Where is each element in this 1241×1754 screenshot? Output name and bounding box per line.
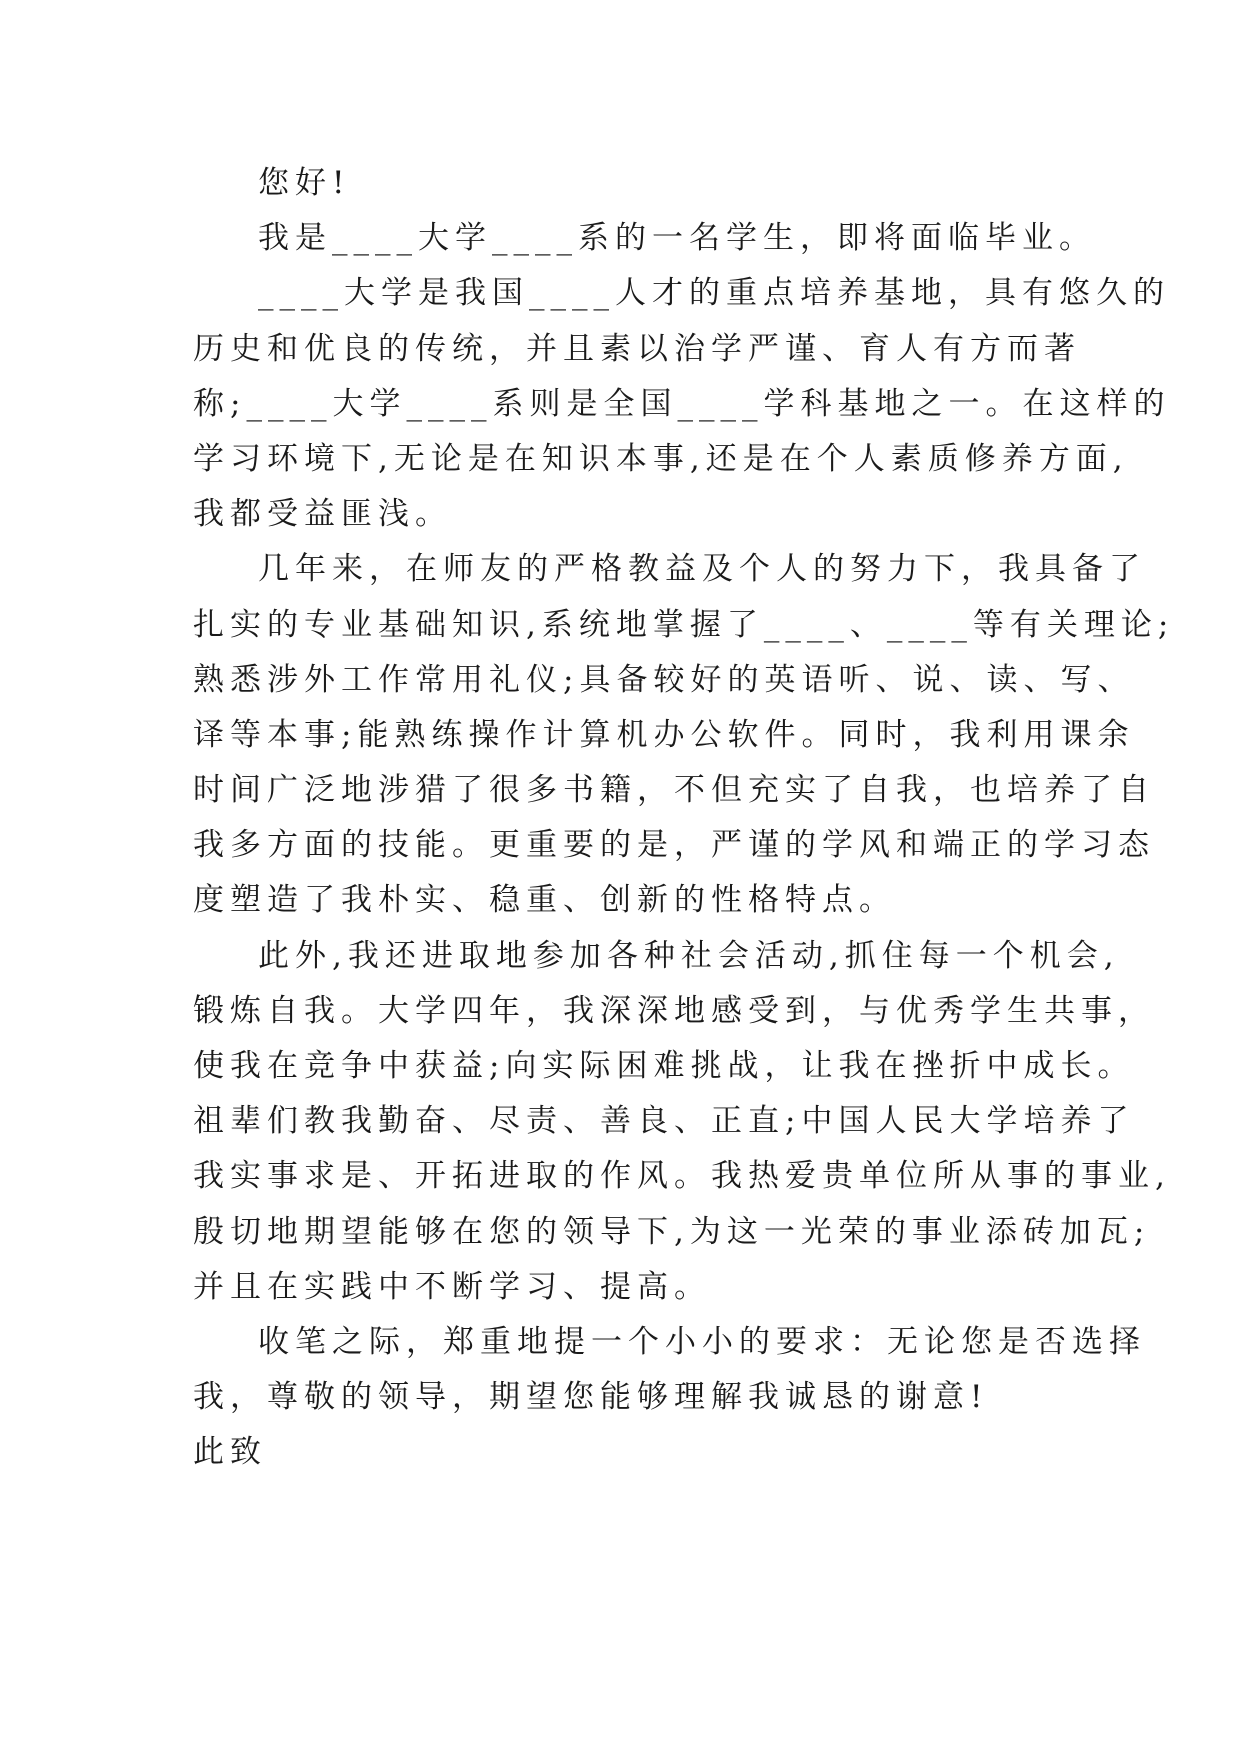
text-line: 时间广泛地涉猎了很多书籍，不但充实了自我，也培养了自 [193, 772, 1155, 809]
text-line: 锻炼自我。大学四年，我深深地感受到，与优秀学生共事， [193, 992, 1155, 1029]
text-line: 历史和优良的传统，并且素以治学严谨、育人有方而著 [193, 330, 1081, 367]
text-line: 学习环境下,无论是在知识本事,还是在个人素质修养方面, [193, 440, 1129, 477]
text-line: 几年来，在师友的严格教益及个人的努力下，我具备了 [258, 551, 1146, 588]
text-line: 称;____大学____系则是全国____学科基地之一。在这样的 [193, 385, 1171, 422]
text-line: 扎实的专业基础知识,系统地掌握了____、____等有关理论; [193, 606, 1175, 643]
text-line: 我多方面的技能。更重要的是，严谨的学风和端正的学习态 [193, 827, 1155, 864]
greeting-line: 您好! [258, 165, 351, 201]
text-line: 并且在实践中不断学习、提高。 [193, 1268, 711, 1305]
text-line: 此外,我还进取地参加各种社会活动,抓住每一个机会, [258, 937, 1120, 974]
text-line: 度塑造了我朴实、稳重、创新的性格特点。 [193, 882, 896, 919]
text-line: 祖辈们教我勤奋、尽责、善良、正直;中国人民大学培养了 [193, 1103, 1135, 1140]
letter-body [193, 156, 1175, 1481]
closing-line: 此致 [193, 1434, 267, 1471]
text-line: 译等本事;能熟练操作计算机办公软件。同时，我利用课余 [193, 716, 1135, 753]
text-line: 殷切地期望能够在您的领导下,为这一光荣的事业添砖加瓦; [193, 1213, 1151, 1250]
text-line: ____大学是我国____人才的重点培养基地，具有悠久的 [258, 275, 1170, 312]
text-line: 收笔之际，郑重地提一个小小的要求：无论您是否选择 [258, 1323, 1146, 1360]
text-line: 我，尊敬的领导，期望您能够理解我诚恳的谢意! [193, 1379, 989, 1416]
text-line: 我实事求是、开拓进取的作风。我热爱贵单位所从事的事业, [193, 1158, 1171, 1195]
text-line: 使我在竞争中获益;向实际困难挑战，让我在挫折中成长。 [193, 1048, 1135, 1084]
text-line: 我是____大学____系的一名学生，即将面临毕业。 [258, 220, 1096, 257]
text-line: 我都受益匪浅。 [193, 496, 452, 533]
text-line: 熟悉涉外工作常用礼仪;具备较好的英语听、说、读、写、 [193, 661, 1135, 698]
